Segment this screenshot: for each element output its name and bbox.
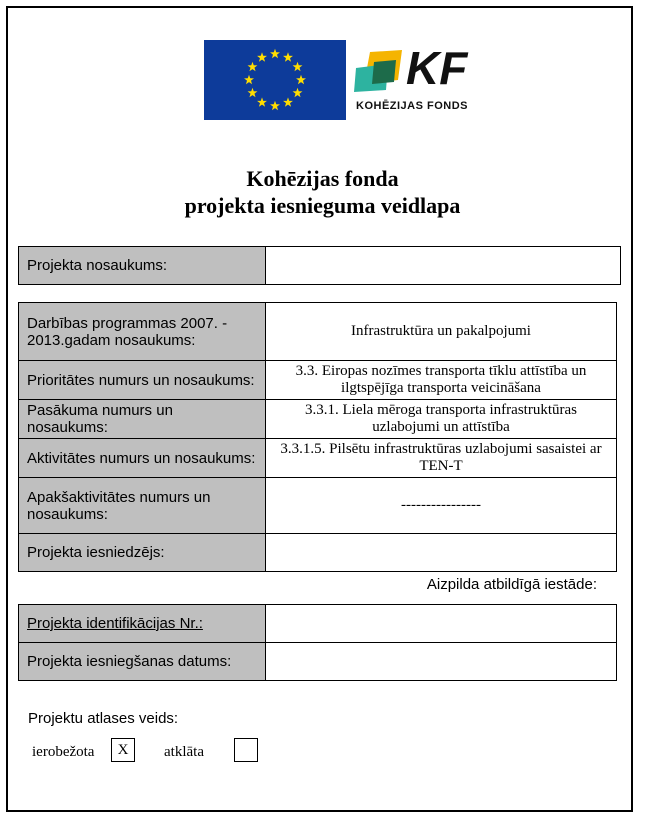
activity-value[interactable]: 3.3.1.5. Pilsētu infrastruktūras uzlabojumi sasaistei ar TEN-T <box>266 439 617 478</box>
project-name-table <box>18 246 621 285</box>
project-name-field[interactable] <box>266 247 621 285</box>
table-row <box>19 303 617 361</box>
eu-star-icon <box>257 52 267 61</box>
page-title-line1: Kohēzijas fonda <box>246 166 399 191</box>
kf-name: KOHĒZIJAS FONDS <box>356 100 469 112</box>
eu-star-icon <box>270 49 280 58</box>
restricted-option-label: ierobežota <box>32 744 95 760</box>
authority-table <box>18 604 617 681</box>
table-row <box>19 605 617 643</box>
eu-stars-icon <box>204 40 346 120</box>
table-row <box>19 478 617 534</box>
open-option-label: atklāta <box>164 744 204 760</box>
table-row <box>19 400 617 439</box>
selection-title: Projektu atlases veids: <box>28 710 179 727</box>
applicant-label: Projekta iesniedzējs: <box>19 534 266 572</box>
project-id-label-text: Projekta identifikācijas Nr.: <box>27 615 203 632</box>
submission-date-label: Projekta iesniegšanas datums: <box>19 643 266 681</box>
eu-star-icon <box>283 97 293 106</box>
kf-letters: KF <box>406 42 468 94</box>
measure-label: Pasākuma numurs un nosaukums: <box>19 400 266 439</box>
page-title-line2: projekta iesnieguma veidlapa <box>184 193 461 218</box>
applicant-field[interactable] <box>266 534 617 572</box>
activity-label: Aktivitātes numurs un nosaukums: <box>19 439 266 478</box>
submission-date-field[interactable] <box>266 643 617 681</box>
eu-star-icon <box>248 88 258 97</box>
priority-value[interactable]: 3.3. Eiropas nozīmes transporta tīklu attīstība un ilgtspējīga transporta veicināšana <box>266 361 617 400</box>
measure-value[interactable]: 3.3.1. Liela mēroga transporta infrastruktūras uzlabojumi un attīstība <box>266 400 617 439</box>
table-row <box>19 643 617 681</box>
subactivity-value[interactable]: ---------------- <box>266 478 617 534</box>
table-row <box>19 361 617 400</box>
project-name-label: Projekta nosaukums: <box>19 247 266 285</box>
table-row <box>19 439 617 478</box>
eu-star-icon <box>293 62 303 71</box>
table-row <box>19 534 617 572</box>
eu-flag-logo <box>204 40 346 120</box>
program-label: Darbības programmas 2007. - 2013.gadam nosaukums: <box>19 303 266 361</box>
restricted-checkbox[interactable]: X <box>111 738 135 762</box>
program-value[interactable]: Infrastruktūra un pakalpojumi <box>266 303 617 361</box>
eu-star-icon <box>270 101 280 110</box>
authority-note: Aizpilda atbildīgā iestāde: <box>426 576 597 593</box>
eu-star-icon <box>257 97 267 106</box>
project-id-label <box>19 605 266 643</box>
project-id-field[interactable] <box>266 605 617 643</box>
priority-label: Prioritātes numurs un nosaukums: <box>19 361 266 400</box>
eu-star-icon <box>283 52 293 61</box>
eu-star-icon <box>293 88 303 97</box>
eu-star-icon <box>248 62 258 71</box>
subactivity-label: Apakšaktivitātes numurs un nosaukums: <box>19 478 266 534</box>
open-checkbox[interactable] <box>234 738 258 762</box>
eu-star-icon <box>244 75 254 84</box>
kf-logo <box>352 42 502 120</box>
program-table <box>18 302 617 572</box>
eu-star-icon <box>296 75 306 84</box>
